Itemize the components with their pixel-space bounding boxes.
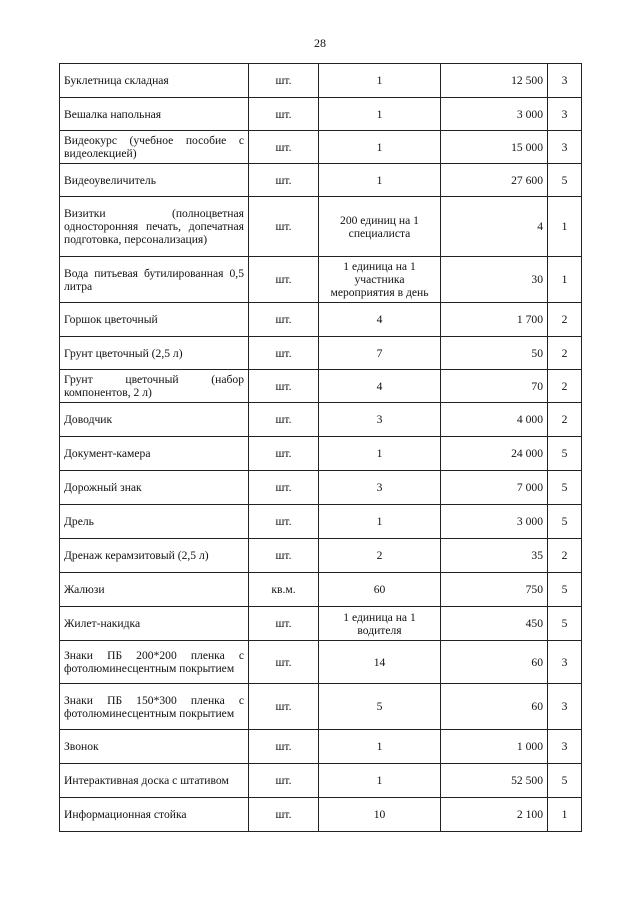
item-unit: шт. xyxy=(249,798,319,832)
item-price: 70 xyxy=(441,370,548,403)
item-unit: шт. xyxy=(249,64,319,98)
item-quantity: 4 xyxy=(319,370,441,403)
item-price: 750 xyxy=(441,573,548,607)
item-price: 3 000 xyxy=(441,98,548,131)
item-unit: шт. xyxy=(249,730,319,764)
item-price: 24 000 xyxy=(441,437,548,471)
item-term: 1 xyxy=(548,197,582,257)
item-unit: шт. xyxy=(249,403,319,437)
item-name: Вода питьевая бутилированная 0,5 литра xyxy=(60,257,249,303)
item-unit: шт. xyxy=(249,98,319,131)
item-unit: шт. xyxy=(249,471,319,505)
table-row xyxy=(60,370,582,403)
item-name: Знаки ПБ 150*300 пленка с фотолюминесцентным покрытием xyxy=(60,684,249,730)
item-term: 5 xyxy=(548,437,582,471)
item-unit: шт. xyxy=(249,641,319,684)
item-quantity: 1 xyxy=(319,64,441,98)
table-row xyxy=(60,303,582,337)
item-price: 4 xyxy=(441,197,548,257)
item-term: 5 xyxy=(548,471,582,505)
item-quantity: 5 xyxy=(319,684,441,730)
item-unit: шт. xyxy=(249,684,319,730)
table-row xyxy=(60,505,582,539)
item-name: Вешалка напольная xyxy=(60,98,249,131)
item-term: 5 xyxy=(548,505,582,539)
item-name: Знаки ПБ 200*200 пленка с фотолюминесцентным покрытием xyxy=(60,641,249,684)
item-name: Жалюзи xyxy=(60,573,249,607)
item-term: 3 xyxy=(548,684,582,730)
table-row xyxy=(60,337,582,370)
table-row xyxy=(60,131,582,164)
items-table xyxy=(59,63,582,832)
item-term: 3 xyxy=(548,641,582,684)
item-quantity: 4 xyxy=(319,303,441,337)
item-price: 12 500 xyxy=(441,64,548,98)
item-price: 2 100 xyxy=(441,798,548,832)
item-quantity: 60 xyxy=(319,573,441,607)
item-unit: шт. xyxy=(249,539,319,573)
item-price: 450 xyxy=(441,607,548,641)
item-unit: шт. xyxy=(249,303,319,337)
item-name: Буклетница складная xyxy=(60,64,249,98)
item-quantity: 200 единиц на 1 специалиста xyxy=(319,197,441,257)
item-name: Звонок xyxy=(60,730,249,764)
item-quantity: 1 единица на 1 участника мероприятия в день xyxy=(319,257,441,303)
item-quantity: 1 xyxy=(319,730,441,764)
item-term: 5 xyxy=(548,764,582,798)
item-quantity: 1 единица на 1 водителя xyxy=(319,607,441,641)
item-quantity: 10 xyxy=(319,798,441,832)
item-quantity: 1 xyxy=(319,437,441,471)
item-term: 2 xyxy=(548,337,582,370)
table-row xyxy=(60,684,582,730)
item-term: 3 xyxy=(548,64,582,98)
table-row xyxy=(60,437,582,471)
item-price: 27 600 xyxy=(441,164,548,197)
item-quantity: 1 xyxy=(319,131,441,164)
item-price: 1 000 xyxy=(441,730,548,764)
item-quantity: 1 xyxy=(319,164,441,197)
item-term: 5 xyxy=(548,164,582,197)
table-row xyxy=(60,641,582,684)
item-price: 1 700 xyxy=(441,303,548,337)
item-price: 15 000 xyxy=(441,131,548,164)
table-row xyxy=(60,403,582,437)
item-price: 7 000 xyxy=(441,471,548,505)
item-quantity: 14 xyxy=(319,641,441,684)
table-row xyxy=(60,164,582,197)
item-price: 60 xyxy=(441,684,548,730)
table-row xyxy=(60,573,582,607)
item-price: 60 xyxy=(441,641,548,684)
item-quantity: 3 xyxy=(319,403,441,437)
table-row xyxy=(60,471,582,505)
item-name: Грунт цветочный (набор компонентов, 2 л) xyxy=(60,370,249,403)
page-number: 28 xyxy=(314,36,326,50)
item-name: Дорожный знак xyxy=(60,471,249,505)
item-term: 3 xyxy=(548,730,582,764)
item-name: Горшок цветочный xyxy=(60,303,249,337)
item-name: Документ-камера xyxy=(60,437,249,471)
table-row xyxy=(60,98,582,131)
item-term: 3 xyxy=(548,98,582,131)
item-term: 1 xyxy=(548,798,582,832)
item-name: Видеоувеличитель xyxy=(60,164,249,197)
item-term: 1 xyxy=(548,257,582,303)
table-row xyxy=(60,730,582,764)
item-name: Дренаж керамзитовый (2,5 л) xyxy=(60,539,249,573)
table-row xyxy=(60,197,582,257)
item-quantity: 3 xyxy=(319,471,441,505)
item-name: Информационная стойка xyxy=(60,798,249,832)
table-row xyxy=(60,764,582,798)
item-unit: кв.м. xyxy=(249,573,319,607)
item-term: 5 xyxy=(548,573,582,607)
item-name: Интерактивная доска с штативом xyxy=(60,764,249,798)
item-name: Дрель xyxy=(60,505,249,539)
item-unit: шт. xyxy=(249,164,319,197)
item-term: 5 xyxy=(548,607,582,641)
item-quantity: 1 xyxy=(319,764,441,798)
table-row xyxy=(60,539,582,573)
table-row xyxy=(60,607,582,641)
item-price: 50 xyxy=(441,337,548,370)
item-term: 2 xyxy=(548,370,582,403)
item-price: 35 xyxy=(441,539,548,573)
item-price: 30 xyxy=(441,257,548,303)
item-price: 4 000 xyxy=(441,403,548,437)
item-term: 2 xyxy=(548,403,582,437)
item-unit: шт. xyxy=(249,607,319,641)
item-unit: шт. xyxy=(249,257,319,303)
item-unit: шт. xyxy=(249,505,319,539)
item-unit: шт. xyxy=(249,437,319,471)
item-quantity: 2 xyxy=(319,539,441,573)
item-unit: шт. xyxy=(249,197,319,257)
item-unit: шт. xyxy=(249,370,319,403)
item-unit: шт. xyxy=(249,131,319,164)
table-row xyxy=(60,798,582,832)
item-term: 3 xyxy=(548,131,582,164)
table-row xyxy=(60,64,582,98)
item-unit: шт. xyxy=(249,764,319,798)
item-quantity: 1 xyxy=(319,505,441,539)
item-name: Визитки (полноцветная односторонняя печать, допечатная подготовка, персонализация) xyxy=(60,197,249,257)
table-row xyxy=(60,257,582,303)
item-name: Грунт цветочный (2,5 л) xyxy=(60,337,249,370)
item-name: Видеокурс (учебное пособие с видеолекцией) xyxy=(60,131,249,164)
item-name: Жилет-накидка xyxy=(60,607,249,641)
item-quantity: 7 xyxy=(319,337,441,370)
item-term: 2 xyxy=(548,303,582,337)
item-term: 2 xyxy=(548,539,582,573)
item-name: Доводчик xyxy=(60,403,249,437)
item-unit: шт. xyxy=(249,337,319,370)
item-quantity: 1 xyxy=(319,98,441,131)
item-price: 3 000 xyxy=(441,505,548,539)
item-price: 52 500 xyxy=(441,764,548,798)
